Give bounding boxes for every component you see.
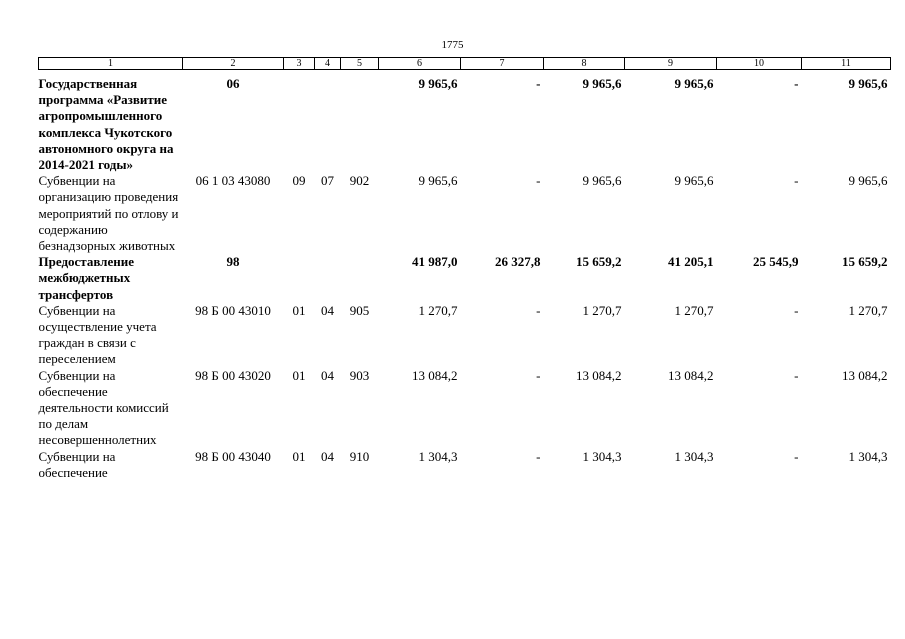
target-article-code: 98 Б 00 43020: [195, 367, 271, 383]
subsection-code: 04: [321, 302, 334, 318]
header-cell: 2: [183, 58, 284, 70]
target-article-code: 06 1 03 43080: [195, 173, 271, 189]
section-code: 09: [292, 173, 306, 189]
amount-regional: 1 304,3: [582, 448, 622, 464]
amount-total-2: 41 205,1: [668, 254, 714, 270]
budget-manager-code: 902: [349, 173, 370, 189]
amount-regional: 9 965,6: [582, 173, 622, 189]
amount-federal: -: [536, 302, 541, 318]
target-article-code: 98 Б 00 43010: [195, 302, 271, 318]
table-row: [39, 254, 891, 303]
row-name-cell: Субвенции на обеспечение деятельности комиссий по делам несовершеннолетних: [38, 367, 169, 448]
amount-total-2: 9 965,6: [674, 173, 714, 189]
section-code: [284, 70, 315, 174]
amount-regional-2: 9 965,6: [848, 76, 888, 91]
table-row: [39, 70, 891, 174]
amount-federal-2: -: [794, 448, 799, 464]
header-cell: 11: [802, 58, 891, 70]
amount-federal: -: [536, 448, 541, 464]
subsection-code: 07: [321, 173, 334, 189]
target-article-code: 06: [226, 76, 240, 91]
header-cell: 4: [315, 58, 341, 70]
budget-manager-code: 903: [349, 367, 370, 383]
target-article-code: 98 Б 00 43040: [195, 448, 271, 464]
amount-federal: -: [536, 76, 541, 91]
amount-regional: 9 965,6: [582, 76, 622, 91]
table-row: [39, 368, 891, 449]
amount-federal-2: 25 545,9: [753, 254, 799, 270]
amount-total: 1 304,3: [418, 448, 458, 464]
table-row: [39, 449, 891, 481]
subsection-code: [315, 254, 341, 303]
amount-total-2: 13 084,2: [668, 367, 714, 383]
amount-total: 9 965,6: [418, 173, 458, 189]
amount-total-2: 1 270,7: [674, 302, 714, 318]
amount-total: 9 965,6: [418, 76, 458, 91]
budget-manager-code: [341, 254, 379, 303]
amount-regional: 15 659,2: [576, 254, 622, 270]
amount-total-2: 9 965,6: [674, 76, 714, 91]
amount-federal-2: -: [794, 76, 799, 91]
subsection-code: 04: [321, 367, 334, 383]
amount-regional-2: 1 270,7: [848, 302, 888, 318]
amount-regional-2: 9 965,6: [848, 173, 888, 189]
page-number: 1775: [441, 39, 464, 51]
section-code: [284, 254, 315, 303]
header-cell: 8: [544, 58, 625, 70]
budget-manager-code: 910: [349, 448, 370, 464]
section-code: 01: [292, 367, 306, 383]
amount-federal-2: -: [794, 302, 799, 318]
amount-total: 41 987,0: [412, 254, 458, 270]
header-cell: 3: [284, 58, 315, 70]
table-row: [39, 303, 891, 368]
subsection-code: [315, 70, 341, 174]
amount-total: 1 270,7: [418, 302, 458, 318]
row-name-cell: Предоставление межбюджетных трансфертов: [38, 254, 134, 302]
target-article-code: 98: [226, 254, 240, 270]
amount-regional-2: 15 659,2: [842, 254, 888, 270]
budget-table: [38, 57, 891, 481]
amount-federal-2: -: [794, 367, 799, 383]
budget-manager-code: 905: [349, 302, 370, 318]
amount-total: 13 084,2: [412, 367, 458, 383]
amount-regional-2: 13 084,2: [842, 367, 888, 383]
section-code: 01: [292, 302, 306, 318]
header-cell: 10: [717, 58, 802, 70]
amount-federal: -: [536, 367, 541, 383]
header-cell: 5: [341, 58, 379, 70]
amount-regional-2: 1 304,3: [848, 448, 888, 464]
budget-manager-code: [341, 70, 379, 174]
amount-total-2: 1 304,3: [674, 448, 714, 464]
row-name-cell: Субвенции на осуществление учета граждан в связи с переселением: [38, 302, 157, 367]
header-cell: 1: [39, 58, 183, 70]
amount-federal-2: -: [794, 173, 799, 189]
section-code: 01: [292, 448, 306, 464]
table-row: [39, 173, 891, 254]
header-cell: 7: [461, 58, 544, 70]
row-name-cell: Субвенции на обеспечение: [38, 448, 116, 480]
amount-federal: -: [536, 173, 541, 189]
column-number-header: [39, 58, 891, 70]
amount-regional: 1 270,7: [582, 302, 622, 318]
amount-federal: 26 327,8: [495, 254, 541, 270]
header-cell: 9: [625, 58, 717, 70]
row-name-cell: Субвенции на организацию проведения мероприятий по отлову и содержанию безнадзорных животных: [38, 173, 179, 254]
header-cell: 6: [379, 58, 461, 70]
amount-regional: 13 084,2: [576, 367, 622, 383]
row-name-cell: Государственная программа «Развитие агропромышленного комплекса Чукотского автономного округа на 2014-2021 годы»: [38, 76, 174, 173]
subsection-code: 04: [321, 448, 334, 464]
